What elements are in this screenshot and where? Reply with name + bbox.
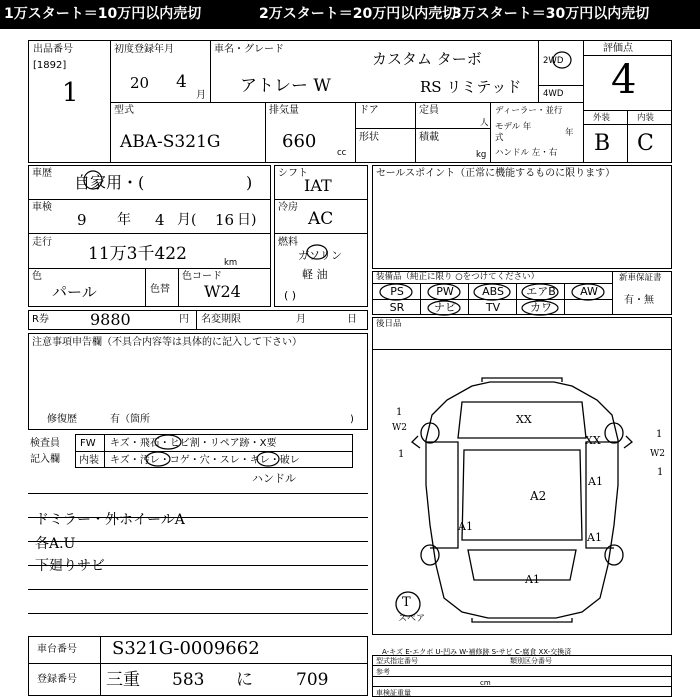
- aircon-label: 冷房: [278, 202, 298, 213]
- score-value: 4: [611, 57, 637, 103]
- repair-history-value: 有（箇所: [110, 414, 150, 425]
- side-label-r1: 1: [656, 429, 663, 440]
- side-label-l1b: 1: [398, 449, 405, 460]
- repair-history-close: ): [350, 414, 354, 425]
- type-number-label: 型式指定番号: [376, 657, 418, 665]
- deadline-month-unit: 月: [296, 314, 306, 325]
- door-label: ドア: [359, 105, 379, 116]
- interior-label: 内装: [79, 455, 99, 466]
- shaken-day-unit: 日): [237, 212, 257, 228]
- registration-label: 初度登録年月: [114, 44, 174, 55]
- warranty-options: 有・無: [624, 295, 654, 306]
- handle-label: ハンドル 左・右: [495, 148, 558, 158]
- score-label: 評価点: [603, 43, 633, 54]
- equip-pw: PW: [436, 285, 454, 298]
- mileage-unit: km: [224, 258, 238, 268]
- side-label-rw2: W2: [650, 449, 665, 459]
- shift-value: IAT: [304, 176, 332, 195]
- history-circle-mark: [83, 170, 103, 190]
- recycle-box: [28, 310, 368, 330]
- equip-sr: SR: [389, 301, 405, 314]
- mark-right-front-a1: A1: [588, 475, 603, 488]
- mark-roof-a2: A2: [530, 489, 547, 503]
- equip-leather: カワ: [530, 301, 552, 314]
- warranty-label: 新車保証書: [619, 273, 662, 283]
- lot-bracket-number: [1892]: [33, 60, 67, 71]
- mark-right-rear-a1: A1: [587, 531, 602, 544]
- repair-history-label: 修復歴: [47, 414, 77, 425]
- car-name-label: 車名・グレード: [214, 44, 284, 55]
- mark-front-right-xx: XX: [585, 434, 601, 447]
- fuel-diesel: 軽 油: [302, 268, 328, 281]
- plate-label: 登録番号: [37, 674, 77, 685]
- note-3: 下廻りサビ: [35, 558, 105, 574]
- shift-label: シフト: [278, 168, 308, 179]
- equipment-label: 装備品（純正に限り ○をつけてください）: [376, 272, 540, 282]
- drive-circle-mark: [552, 51, 572, 69]
- side-label-l1: 1: [396, 407, 403, 418]
- plate-kana: に: [236, 670, 253, 690]
- car-body-diagram: [372, 350, 672, 635]
- recycle-value: 9880: [90, 310, 131, 329]
- shaken-day: 16: [215, 211, 235, 229]
- fw-label: FW: [80, 438, 96, 449]
- notes-label: 注意事項申告欄（不具合内容等は具体的に記入して下さい）: [32, 337, 302, 348]
- mark-rear-a1: A1: [525, 573, 540, 586]
- mark-hood-xx: XX: [516, 413, 532, 426]
- int-score: C: [637, 131, 654, 156]
- plate-number: 709: [296, 670, 329, 690]
- fw-items: キズ・飛石・ヒビ割・リペア跡・X要: [110, 438, 277, 449]
- later-items-label: 後日品: [376, 319, 402, 329]
- rule-2: 2万スタート＝20万円以内売切: [259, 6, 457, 22]
- length-unit: cm: [480, 679, 491, 687]
- inspector-circle-marks: [100, 432, 360, 468]
- class-number-label: 類別区分番号: [510, 657, 552, 665]
- name-change-deadline-label: 名変期限: [201, 314, 241, 325]
- repaint-label: 色替: [150, 284, 170, 295]
- mileage-label: 走行: [32, 237, 52, 248]
- fuel-circle-mark: [306, 244, 328, 260]
- fuel-label: 燃料: [278, 237, 298, 248]
- equip-tv: TV: [485, 301, 501, 314]
- shaken-month-unit: 月(: [177, 212, 197, 228]
- registration-year: 20: [130, 74, 150, 92]
- car-grade: RS リミテッド: [420, 78, 522, 96]
- plate-region: 三重: [106, 670, 140, 690]
- dealer-label: ディーラー・並行: [495, 106, 563, 116]
- deadline-day-unit: 日: [347, 314, 357, 325]
- rule-3: 3万スタート＝30万円以内売切: [452, 6, 650, 22]
- shaken-year: 9: [77, 211, 87, 229]
- plate-class: 583: [172, 670, 205, 690]
- capacity-label: 定員: [419, 105, 439, 116]
- history-close: ): [246, 173, 253, 192]
- lot-number: 1: [62, 78, 79, 108]
- recycle-label: R券: [32, 314, 49, 325]
- aircon-value: AC: [308, 209, 334, 229]
- shape-label: 形状: [359, 132, 379, 143]
- month-unit: 月: [196, 90, 206, 101]
- color-value: パール: [52, 283, 97, 301]
- equip-abs: ABS: [482, 285, 504, 298]
- inspector-label-1: 検査員: [30, 438, 60, 449]
- size-label: 参考: [376, 668, 390, 676]
- side-label-lw2: W2: [392, 423, 407, 433]
- car-name: アトレー W: [240, 76, 331, 96]
- chassis-label: 車台番号: [37, 644, 77, 655]
- side-label-r1b: 1: [657, 467, 664, 478]
- note-1: ドミラー・外ホイールA: [35, 512, 185, 528]
- sales-point-label: セールスポイント（正常に機能するものに限ります）: [376, 168, 616, 179]
- damage-legend: A-キズ E-エクボ U-凹み W-補修跡 S-サビ C-腐食 XX-交換済: [382, 648, 572, 656]
- fuel-gas: ガソリン: [298, 249, 342, 262]
- int-score-label: 内装: [637, 113, 655, 123]
- model-label: 型式: [114, 105, 134, 116]
- equip-aw: AW: [580, 285, 598, 298]
- later-items-box: [372, 317, 672, 350]
- sales-point-box: [372, 165, 672, 269]
- capacity-unit: 人: [480, 118, 489, 128]
- note-2: 各A.U: [35, 536, 76, 552]
- car-grade-top: カスタム ターボ: [372, 50, 482, 68]
- shaken-month: 4: [155, 211, 165, 229]
- ext-score: B: [594, 131, 611, 156]
- handle-note: ハンドル: [252, 472, 296, 485]
- registration-month: 4: [176, 72, 187, 92]
- displacement-unit: cc: [337, 148, 347, 158]
- year-unit: 年: [565, 128, 574, 138]
- ext-score-label: 外装: [593, 113, 611, 123]
- displacement-label: 排気量: [269, 105, 299, 116]
- displacement-value: 660: [282, 131, 317, 152]
- shaken-year-unit: 年: [117, 212, 131, 228]
- load-label: 積載: [419, 132, 439, 143]
- history-value: 自家用・(: [74, 173, 145, 192]
- drive-2wd: 2WD: [543, 56, 564, 66]
- rule-1: 1万スタート＝10万円以内売切: [4, 6, 202, 22]
- drive-4wd: 4WD: [543, 89, 564, 99]
- mileage-value: 11万3千422: [88, 244, 187, 264]
- equip-airbag: エアB: [526, 285, 556, 298]
- shaken-label: 車検: [32, 202, 52, 213]
- interior-items: キズ・汚レ・コゲ・穴・スレ・キレ・破レ: [110, 455, 300, 466]
- weight-label: 車検証重量: [376, 689, 411, 697]
- model-value: ABA-S321G: [120, 132, 221, 152]
- mark-spare-t: T: [402, 595, 411, 610]
- equip-navi: ナビ: [434, 301, 456, 314]
- equip-ps: PS: [390, 285, 404, 298]
- color-code: W24: [204, 282, 241, 301]
- fuel-other: ( ): [284, 289, 297, 302]
- header-banner: [0, 0, 700, 29]
- color-label: 色: [32, 271, 42, 282]
- model-year-label: モデル 年式: [495, 122, 532, 143]
- load-unit: kg: [476, 150, 487, 160]
- mark-left-rear-a1: A1: [458, 520, 473, 533]
- lot-label: 出品番号: [33, 44, 73, 55]
- history-label: 車歴: [32, 168, 52, 179]
- color-code-label: 色コード: [182, 271, 222, 282]
- inspector-label-2: 記入欄: [30, 454, 60, 465]
- recycle-unit: 円: [179, 314, 189, 325]
- chassis-number: S321G-0009662: [112, 638, 260, 659]
- spare-label: スペア: [398, 614, 426, 624]
